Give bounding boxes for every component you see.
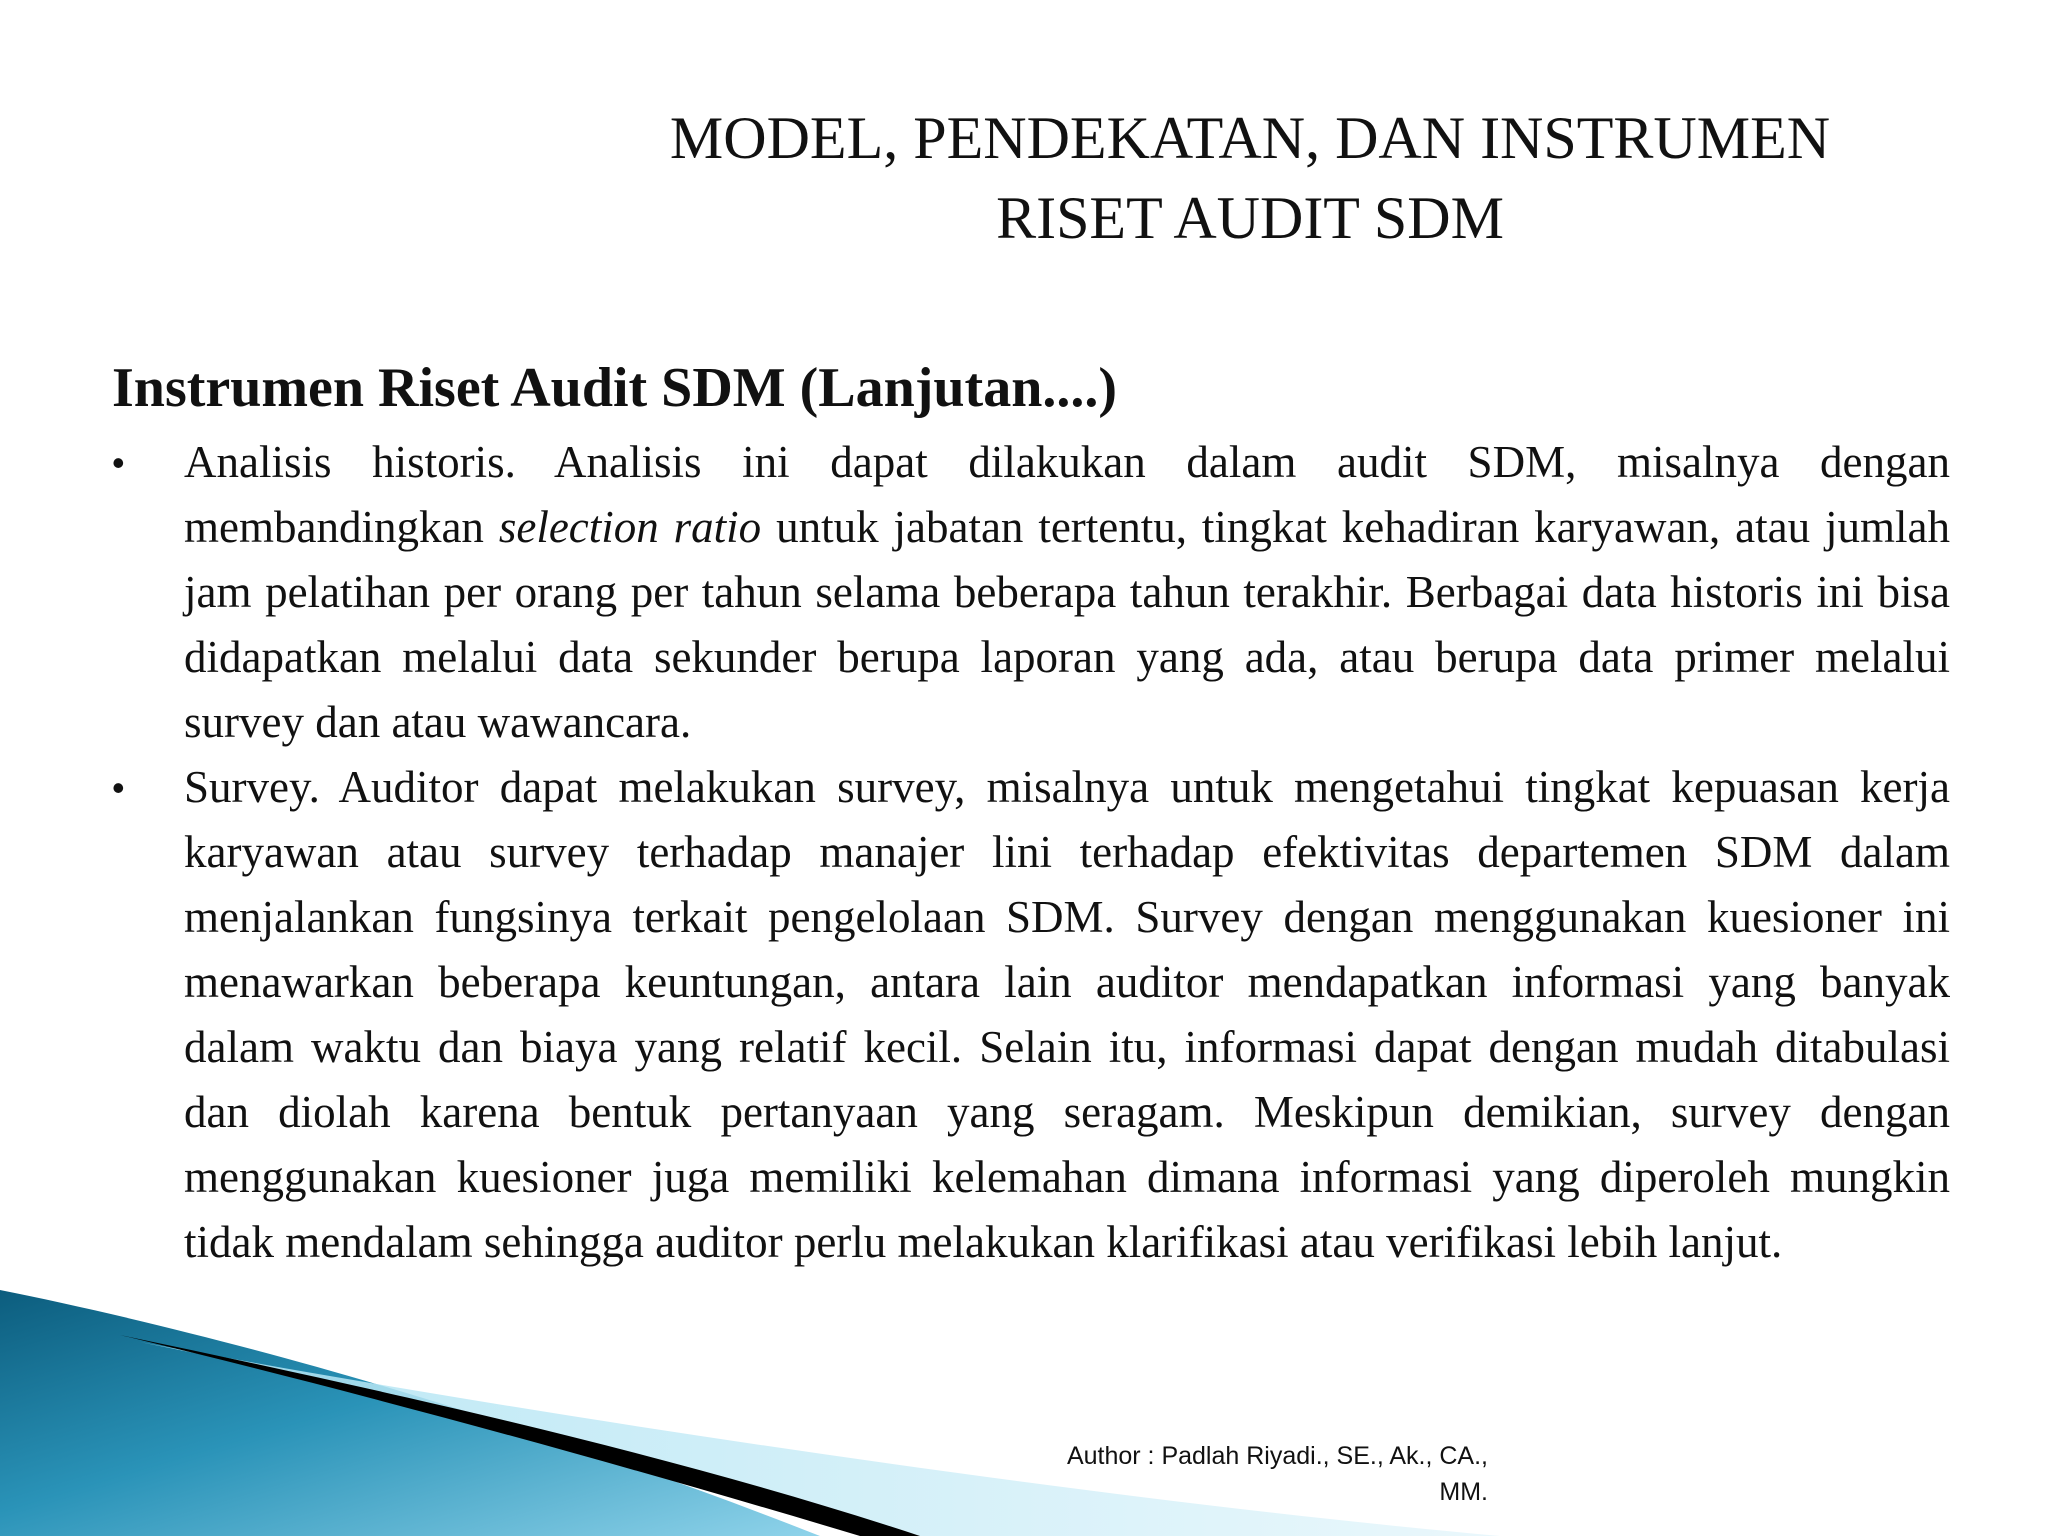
slide-title-line-1: MODEL, PENDEKATAN, DAN INSTRUMEN	[669, 105, 1831, 171]
bullet-item-survey	[112, 755, 1950, 1275]
bullet-italic-term: selection ratio	[498, 502, 762, 552]
bullet-icon: •	[112, 767, 125, 808]
bullet-text: Survey. Auditor dapat melakukan survey, misalnya untuk mengetahui tingkat kepuasan kerja karyawan atau survey terhadap manajer lini terhadap efektivitas departemen SDM dalam menjalankan fungsinya terkait pengelolaan SDM. Survey dengan menggunakan kuesioner ini menawarkan beberapa keuntungan, antara lain auditor mendapatkan informasi yang banyak dalam waktu dan biaya yang relatif kecil. Selain itu, informasi dapat dengan mudah ditabulasi dan diolah karena bentuk pertanyaan yang seragam. Meskipun demikian, survey dengan menggunakan kuesioner juga memiliki kelemahan dimana informasi yang diperoleh mungkin tidak mendalam sehingga auditor perlu melakukan klarifikasi atau verifikasi lebih lanjut.	[184, 762, 1950, 1267]
author-footer-line-1: Author : Padlah Riyadi., SE., Ak., CA.,	[1066, 1442, 1488, 1470]
bullet-item-historical-analysis	[112, 430, 1950, 755]
section-heading: Instrumen Riset Audit SDM (Lanjutan....)	[112, 357, 1117, 419]
bullet-icon: •	[112, 442, 125, 483]
bullet-list	[112, 430, 1950, 1275]
teal-wave-shape	[0, 1290, 820, 1536]
author-footer-line-2: MM.	[1439, 1478, 1488, 1506]
slide-content	[112, 350, 1950, 1275]
author-footer	[960, 1438, 1488, 1510]
slide-title-line-2: RISET AUDIT SDM	[996, 185, 1504, 251]
slide-title	[560, 98, 1940, 258]
bullet-text-part: untuk jabatan tertentu, tingkat kehadiran karyawan, atau jumlah jam pelatihan per orang per tahun selama beberapa tahun terakhir. Berbagai data historis ini bisa didapatkan melalui data sekunder berupa laporan yang ada, atau berupa data primer melalui survey dan atau wawancara.	[184, 502, 1950, 747]
bullet-text-part: Analisis historis. Analisis ini dapat dilakukan dalam audit SDM, misalnya dengan membandingkan	[184, 437, 1950, 552]
